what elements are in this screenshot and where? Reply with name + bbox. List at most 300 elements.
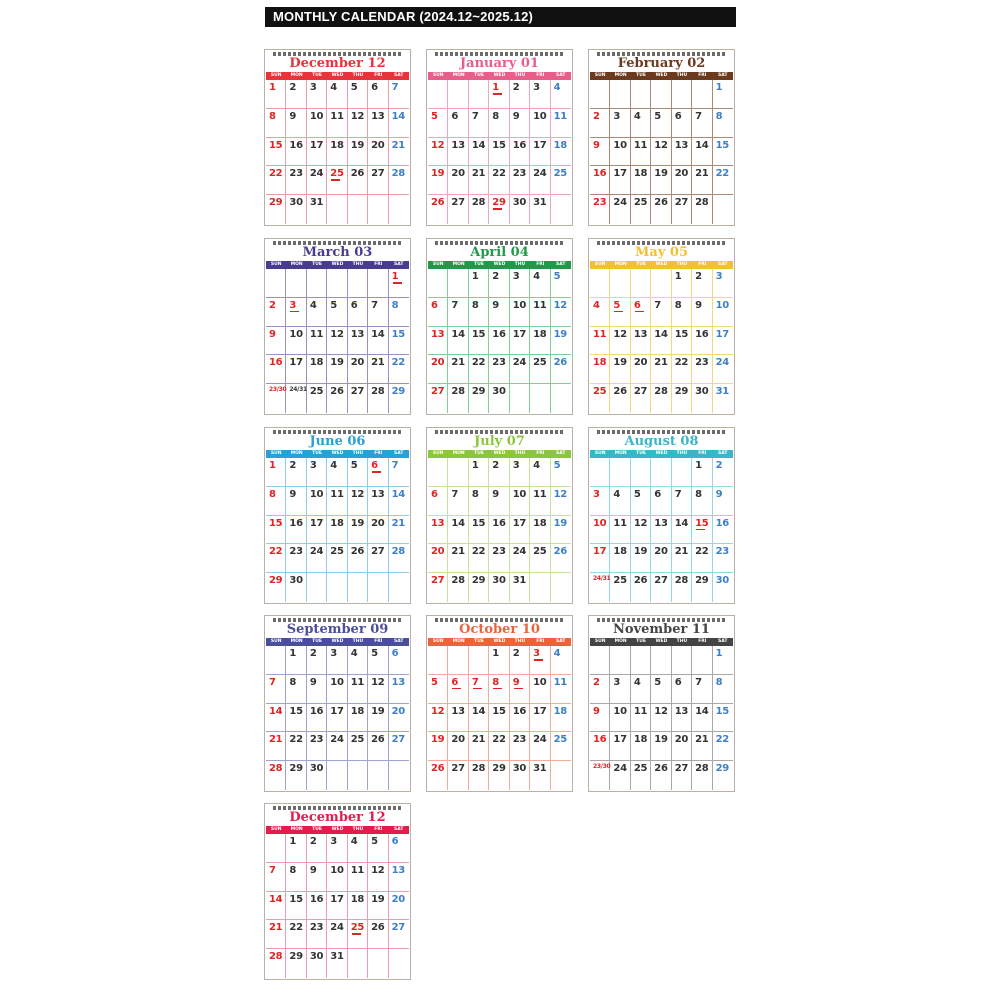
day-cell bbox=[610, 487, 630, 516]
day-number: 23 bbox=[492, 357, 506, 369]
day-number: 25 bbox=[633, 763, 648, 775]
day-cell bbox=[530, 516, 550, 545]
weekday-label: THU bbox=[514, 73, 526, 78]
day-cell bbox=[651, 298, 671, 327]
day-number: 1 bbox=[715, 648, 723, 659]
day-number: 15 bbox=[471, 328, 486, 340]
weekday-header bbox=[590, 450, 733, 458]
day-number: 27 bbox=[371, 546, 385, 558]
day-cell bbox=[692, 675, 712, 704]
weekday-label: TUE bbox=[636, 451, 646, 456]
day-number: 12 bbox=[431, 139, 445, 151]
weekday-label: TUE bbox=[636, 262, 646, 267]
day-number: 17 bbox=[613, 734, 627, 746]
day-number: 16 bbox=[715, 517, 729, 529]
day-number: 11 bbox=[553, 676, 567, 688]
weekday-label: FRI bbox=[374, 827, 383, 832]
day-number: 19 bbox=[330, 357, 344, 369]
weekday-label: MON bbox=[452, 73, 465, 78]
day-cell bbox=[266, 269, 286, 298]
day-cell bbox=[448, 732, 468, 761]
day-number: 9 bbox=[695, 299, 702, 311]
weekday-label: SAT bbox=[556, 73, 566, 78]
weekday-label: WED bbox=[493, 451, 506, 456]
day-number: 5 bbox=[371, 836, 378, 847]
day-number: 8 bbox=[715, 110, 723, 122]
day-cell bbox=[530, 195, 550, 224]
day-cell bbox=[428, 761, 448, 790]
day-number: 10 bbox=[309, 488, 324, 500]
day-cell bbox=[428, 327, 448, 356]
month-title: October 10 bbox=[459, 622, 540, 637]
day-number: 15 bbox=[269, 139, 283, 151]
day-cell bbox=[348, 195, 368, 224]
weekday-label: SUN bbox=[432, 262, 444, 267]
day-number: 10 bbox=[715, 299, 729, 311]
day-number: 3 bbox=[533, 82, 540, 93]
day-number: 14 bbox=[391, 110, 405, 122]
day-cell bbox=[610, 646, 630, 675]
day-cell bbox=[266, 355, 286, 384]
day-number: 7 bbox=[269, 676, 276, 688]
day-cell bbox=[286, 544, 306, 573]
day-number: 23 bbox=[289, 546, 303, 558]
weekday-label: TUE bbox=[312, 827, 322, 832]
day-number: 26 bbox=[633, 575, 648, 587]
day-cell bbox=[489, 516, 509, 545]
day-number: 7 bbox=[674, 488, 682, 500]
day-number: 22 bbox=[492, 734, 506, 746]
day-number: 13 bbox=[371, 110, 385, 122]
day-cell bbox=[469, 80, 489, 109]
day-number: 27 bbox=[654, 575, 668, 587]
day-number: 30 bbox=[715, 575, 729, 587]
day-number: 12 bbox=[371, 864, 385, 876]
day-number: 21 bbox=[269, 734, 283, 746]
day-cell bbox=[610, 516, 630, 545]
weekday-label: THU bbox=[352, 451, 364, 456]
day-cell bbox=[489, 487, 509, 516]
day-cell bbox=[489, 458, 509, 487]
day-cell bbox=[510, 327, 530, 356]
weekday-header bbox=[266, 450, 409, 458]
day-cell bbox=[551, 109, 571, 138]
day-number: 4 bbox=[350, 836, 358, 847]
day-cell bbox=[489, 298, 509, 327]
day-number: 17 bbox=[330, 705, 344, 717]
day-cell bbox=[672, 732, 692, 761]
day-cell bbox=[692, 195, 712, 224]
day-cell bbox=[266, 834, 286, 863]
day-number: 9 bbox=[289, 488, 297, 500]
day-cell bbox=[530, 138, 550, 167]
day-number: 6 bbox=[431, 488, 438, 500]
day-grid bbox=[590, 269, 733, 413]
day-cell bbox=[286, 516, 306, 545]
day-cell bbox=[368, 516, 388, 545]
day-number: 27 bbox=[371, 168, 385, 180]
day-number: 25 bbox=[533, 546, 547, 558]
day-cell bbox=[610, 166, 630, 195]
day-cell bbox=[327, 544, 347, 573]
day-cell bbox=[631, 487, 651, 516]
day-number: 18 bbox=[350, 705, 365, 717]
day-cell bbox=[428, 704, 448, 733]
month-calendar bbox=[588, 615, 735, 792]
day-cell bbox=[692, 516, 712, 545]
day-cell bbox=[551, 458, 571, 487]
day-cell bbox=[469, 761, 489, 790]
day-number: 24 bbox=[309, 546, 324, 558]
day-cell bbox=[327, 646, 347, 675]
holiday-marker bbox=[452, 688, 461, 690]
day-cell bbox=[368, 109, 388, 138]
day-number: 4 bbox=[350, 648, 358, 659]
day-number: 23 bbox=[512, 168, 527, 180]
weekday-header bbox=[590, 638, 733, 646]
day-cell bbox=[631, 355, 651, 384]
month-title: December 12 bbox=[289, 810, 386, 825]
day-cell bbox=[631, 109, 651, 138]
page-header: MONTHLY CALENDAR (2024.12~2025.12) bbox=[265, 7, 736, 27]
day-cell bbox=[692, 80, 712, 109]
day-number: 12 bbox=[330, 328, 344, 340]
day-cell bbox=[428, 516, 448, 545]
day-cell bbox=[307, 458, 327, 487]
day-number: 27 bbox=[431, 386, 445, 398]
day-grid bbox=[590, 458, 733, 602]
day-number: 28 bbox=[471, 197, 486, 209]
day-cell bbox=[469, 675, 489, 704]
day-cell bbox=[286, 166, 306, 195]
day-cell bbox=[631, 269, 651, 298]
day-number: 5 bbox=[613, 299, 621, 311]
month-title: May 05 bbox=[635, 245, 688, 260]
day-number: 9 bbox=[269, 328, 276, 340]
day-number: 30 bbox=[695, 386, 709, 398]
day-number: 2 bbox=[695, 271, 702, 282]
day-cell bbox=[266, 892, 286, 921]
day-cell bbox=[610, 761, 630, 790]
day-number: 21 bbox=[654, 357, 668, 369]
day-cell bbox=[713, 269, 733, 298]
day-number: 7 bbox=[391, 82, 399, 93]
weekday-label: SUN bbox=[432, 451, 444, 456]
day-number: 31 bbox=[533, 763, 547, 775]
day-number: 29 bbox=[391, 386, 405, 398]
day-cell bbox=[368, 863, 388, 892]
day-number: 5 bbox=[350, 460, 358, 471]
weekday-label: SUN bbox=[270, 262, 282, 267]
day-number: 5 bbox=[330, 299, 337, 311]
day-cell bbox=[672, 573, 692, 602]
day-number: 8 bbox=[715, 676, 723, 688]
day-number: 21 bbox=[371, 357, 385, 369]
month-calendar bbox=[264, 427, 411, 604]
day-number: 13 bbox=[451, 705, 465, 717]
day-number: 11 bbox=[350, 864, 365, 876]
day-cell bbox=[389, 892, 409, 921]
day-number: 24 bbox=[613, 763, 627, 775]
weekday-label: WED bbox=[655, 262, 668, 267]
weekday-label: TUE bbox=[312, 639, 322, 644]
day-cell bbox=[348, 516, 368, 545]
day-cell bbox=[428, 675, 448, 704]
day-cell bbox=[428, 646, 448, 675]
day-number: 26 bbox=[553, 546, 567, 558]
day-number: 28 bbox=[674, 575, 689, 587]
day-number: 16 bbox=[695, 328, 709, 340]
day-cell bbox=[590, 355, 610, 384]
day-number: 18 bbox=[633, 734, 648, 746]
weekday-label: SUN bbox=[270, 73, 282, 78]
day-number: 20 bbox=[654, 546, 668, 558]
day-number: 31 bbox=[309, 197, 324, 209]
day-number: 11 bbox=[593, 328, 607, 340]
day-number: 6 bbox=[674, 676, 682, 688]
day-number: 16 bbox=[289, 517, 303, 529]
day-cell bbox=[590, 138, 610, 167]
weekday-label: TUE bbox=[474, 73, 484, 78]
day-cell bbox=[428, 732, 448, 761]
day-number: 6 bbox=[451, 110, 459, 122]
day-cell bbox=[631, 298, 651, 327]
weekday-header bbox=[266, 72, 409, 80]
day-cell bbox=[510, 487, 530, 516]
weekday-label: MON bbox=[290, 262, 303, 267]
day-number: 2 bbox=[593, 110, 600, 122]
day-cell bbox=[530, 166, 550, 195]
day-cell bbox=[672, 195, 692, 224]
weekday-header bbox=[266, 261, 409, 269]
day-cell bbox=[368, 298, 388, 327]
day-number: 15 bbox=[695, 517, 709, 529]
day-cell bbox=[651, 732, 671, 761]
day-cell bbox=[307, 166, 327, 195]
day-number: 30 bbox=[289, 197, 303, 209]
holiday-marker bbox=[290, 311, 299, 313]
day-number: 14 bbox=[674, 517, 689, 529]
day-number: 7 bbox=[451, 488, 459, 500]
day-number: 29 bbox=[269, 197, 283, 209]
day-cell bbox=[428, 573, 448, 602]
day-number: 9 bbox=[593, 705, 600, 717]
day-cell bbox=[590, 80, 610, 109]
day-number: 2 bbox=[492, 271, 499, 282]
day-number: 8 bbox=[289, 864, 297, 876]
day-cell bbox=[266, 704, 286, 733]
day-number: 1 bbox=[715, 82, 723, 93]
day-number: 15 bbox=[289, 705, 303, 717]
weekday-header bbox=[266, 826, 409, 834]
day-number: 10 bbox=[289, 328, 303, 340]
day-number: 10 bbox=[309, 110, 324, 122]
day-number: 30 bbox=[309, 951, 324, 963]
day-cell bbox=[672, 761, 692, 790]
weekday-label: FRI bbox=[536, 262, 545, 267]
day-cell bbox=[389, 949, 409, 978]
day-grid bbox=[266, 80, 409, 224]
day-cell bbox=[631, 384, 651, 413]
day-cell bbox=[469, 327, 489, 356]
day-cell bbox=[631, 573, 651, 602]
day-number: 13 bbox=[654, 517, 668, 529]
day-cell bbox=[651, 384, 671, 413]
day-cell bbox=[266, 109, 286, 138]
day-cell bbox=[672, 516, 692, 545]
weekday-label: WED bbox=[493, 73, 506, 78]
day-number: 4 bbox=[613, 488, 621, 500]
day-number: 12 bbox=[431, 705, 445, 717]
day-number: 18 bbox=[350, 893, 365, 905]
day-cell bbox=[348, 573, 368, 602]
day-number: 27 bbox=[674, 197, 689, 209]
day-number: 5 bbox=[633, 488, 641, 500]
day-cell bbox=[266, 195, 286, 224]
day-number: 15 bbox=[715, 705, 729, 717]
day-number: 12 bbox=[633, 517, 648, 529]
holiday-marker bbox=[696, 529, 705, 531]
day-number: 22 bbox=[269, 546, 283, 558]
day-cell bbox=[448, 573, 468, 602]
day-cell bbox=[530, 327, 550, 356]
day-number: 21 bbox=[269, 922, 283, 934]
weekday-label: TUE bbox=[636, 639, 646, 644]
day-cell bbox=[510, 195, 530, 224]
day-cell bbox=[389, 863, 409, 892]
weekday-label: TUE bbox=[636, 73, 646, 78]
day-number: 27 bbox=[431, 575, 445, 587]
day-cell bbox=[448, 138, 468, 167]
day-cell bbox=[389, 327, 409, 356]
day-cell bbox=[368, 269, 388, 298]
day-number: 22 bbox=[715, 734, 729, 746]
day-cell bbox=[651, 458, 671, 487]
day-cell bbox=[327, 675, 347, 704]
day-cell bbox=[551, 761, 571, 790]
holiday-marker bbox=[614, 311, 623, 313]
day-number: 19 bbox=[633, 546, 648, 558]
day-cell bbox=[368, 892, 388, 921]
day-number: 5 bbox=[553, 460, 561, 471]
day-cell bbox=[530, 704, 550, 733]
weekday-label: SUN bbox=[594, 639, 606, 644]
day-cell bbox=[286, 646, 306, 675]
day-cell bbox=[469, 516, 489, 545]
day-number: 13 bbox=[431, 328, 445, 340]
weekday-label: SUN bbox=[270, 451, 282, 456]
weekday-label: FRI bbox=[698, 451, 707, 456]
day-cell bbox=[530, 544, 550, 573]
day-number: 7 bbox=[695, 110, 702, 122]
day-cell bbox=[448, 544, 468, 573]
day-cell bbox=[551, 384, 571, 413]
day-cell bbox=[713, 487, 733, 516]
day-cell bbox=[469, 355, 489, 384]
day-cell bbox=[551, 166, 571, 195]
day-number: 11 bbox=[330, 488, 344, 500]
day-number: 14 bbox=[451, 517, 465, 529]
day-cell bbox=[266, 138, 286, 167]
day-cell bbox=[551, 516, 571, 545]
day-number: 30 bbox=[309, 763, 324, 775]
day-cell bbox=[368, 166, 388, 195]
day-cell bbox=[348, 109, 368, 138]
day-number: 13 bbox=[350, 328, 365, 340]
day-number: 13 bbox=[391, 676, 405, 688]
day-number: 5 bbox=[654, 110, 661, 122]
day-number: 11 bbox=[533, 488, 547, 500]
day-cell bbox=[651, 646, 671, 675]
day-cell bbox=[551, 732, 571, 761]
day-cell bbox=[307, 487, 327, 516]
day-number: 4 bbox=[593, 299, 600, 311]
day-cell bbox=[610, 138, 630, 167]
month-title: November 11 bbox=[613, 622, 710, 637]
day-number: 2 bbox=[593, 676, 600, 688]
weekday-label: FRI bbox=[536, 451, 545, 456]
day-number: 24 bbox=[330, 922, 344, 934]
day-cell bbox=[530, 355, 550, 384]
day-cell bbox=[610, 269, 630, 298]
day-cell bbox=[489, 80, 509, 109]
day-number: 29 bbox=[289, 763, 303, 775]
day-number: 11 bbox=[350, 676, 365, 688]
day-cell bbox=[307, 109, 327, 138]
day-cell bbox=[672, 80, 692, 109]
day-cell bbox=[469, 704, 489, 733]
day-number: 19 bbox=[553, 328, 567, 340]
day-cell bbox=[307, 195, 327, 224]
day-cell bbox=[590, 109, 610, 138]
day-number: 14 bbox=[654, 328, 668, 340]
weekday-label: SUN bbox=[432, 639, 444, 644]
day-cell bbox=[448, 516, 468, 545]
day-cell bbox=[286, 458, 306, 487]
day-cell bbox=[368, 384, 388, 413]
day-number: 25 bbox=[553, 168, 567, 180]
day-number: 25 bbox=[613, 575, 627, 587]
holiday-marker bbox=[493, 688, 502, 690]
day-cell bbox=[530, 269, 550, 298]
day-number: 19 bbox=[350, 517, 365, 529]
day-cell bbox=[713, 704, 733, 733]
day-cell bbox=[266, 80, 286, 109]
day-cell bbox=[286, 761, 306, 790]
day-cell bbox=[713, 166, 733, 195]
day-cell bbox=[266, 675, 286, 704]
day-cell bbox=[551, 298, 571, 327]
weekday-label: MON bbox=[614, 639, 627, 644]
day-cell bbox=[348, 704, 368, 733]
day-number: 16 bbox=[593, 168, 607, 180]
day-number: 25 bbox=[633, 197, 648, 209]
day-cell bbox=[368, 138, 388, 167]
day-number: 26 bbox=[371, 734, 385, 746]
day-cell bbox=[551, 646, 571, 675]
day-cell bbox=[510, 269, 530, 298]
day-number: 18 bbox=[533, 328, 547, 340]
day-cell bbox=[266, 544, 286, 573]
day-number: 8 bbox=[471, 488, 479, 500]
day-number: 5 bbox=[431, 110, 438, 122]
day-cell bbox=[692, 355, 712, 384]
day-cell bbox=[368, 487, 388, 516]
day-cell bbox=[692, 384, 712, 413]
day-cell bbox=[651, 166, 671, 195]
day-number: 6 bbox=[654, 488, 661, 500]
day-number: 27 bbox=[451, 763, 465, 775]
